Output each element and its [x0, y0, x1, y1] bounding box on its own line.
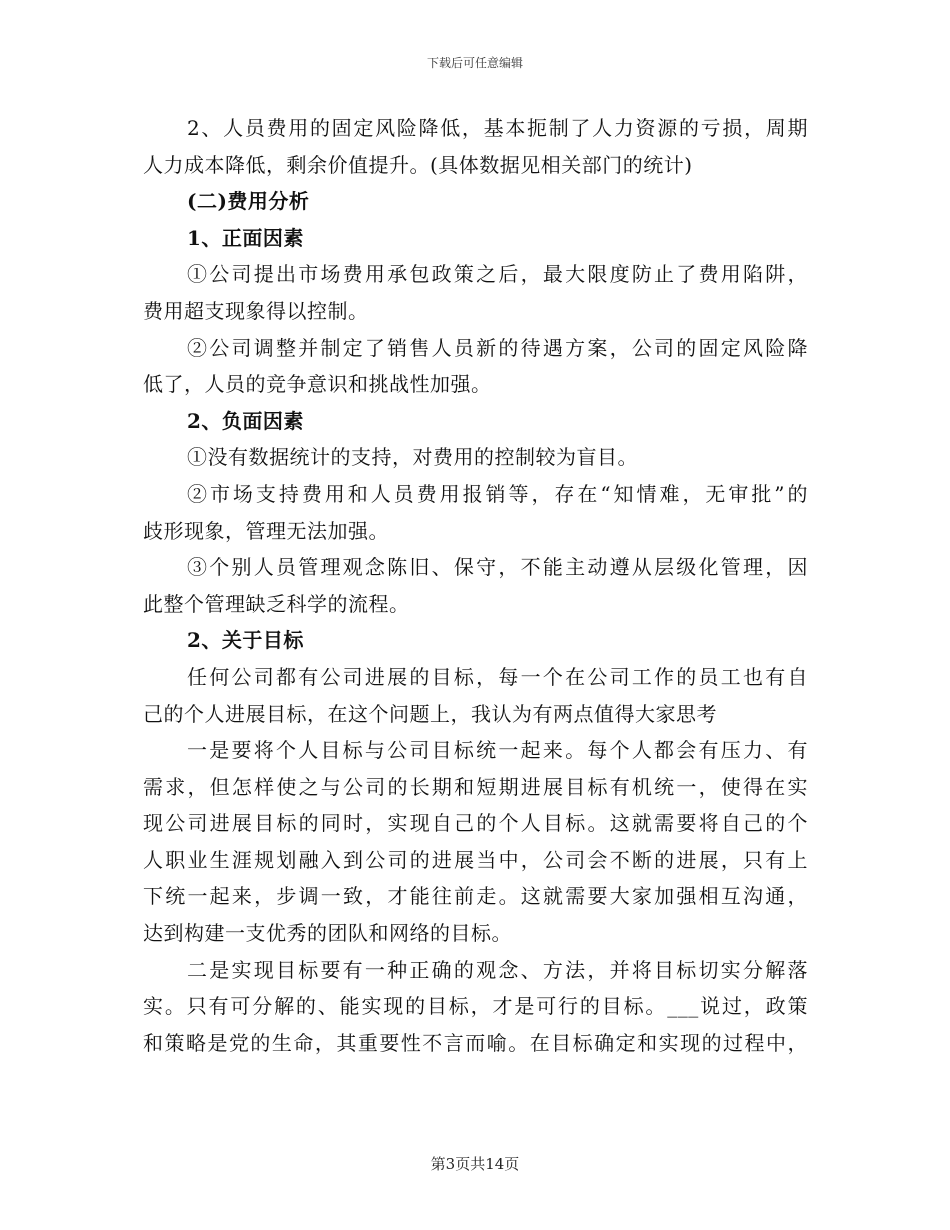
text-line: 2、人员费用的固定风险降低，基本扼制了人力资源的亏损，周期	[187, 116, 808, 140]
text-line: ①公司提出市场费用承包政策之后，最大限度防止了费用陷阱，	[187, 262, 808, 287]
page-footer: 第3页共14页	[430, 1155, 520, 1173]
text-line: 任何公司都有公司进展的目标，每一个在公司工作的员工也有自	[187, 664, 808, 689]
document-body	[143, 110, 808, 1061]
text-line: 己的个人进展目标，在这个问题上，我认为有两点值得大家思考	[143, 701, 717, 726]
text-line: 人力成本降低，剩余价值提升。(具体数据见相关部门的统计)	[143, 152, 693, 177]
text-line: ②市场支持费用和人员费用报销等，存在“知情难，无审批”的	[187, 481, 808, 506]
text-line: 费用超支现象得以控制。	[143, 298, 369, 323]
text-line: 实。只有可分解的、能实现的目标，才是可行的目标。___说过，政策	[143, 994, 808, 1019]
text-line: 一是要将个人目标与公司目标统一起来。每个人都会有压力、有	[187, 738, 808, 763]
text-line: ②公司调整并制定了销售人员新的待遇方案，公司的固定风险降	[187, 335, 808, 360]
page-header: 下载后可任意编辑	[426, 56, 523, 70]
text-line: 二是实现目标要有一种正确的观念、方法，并将目标切实分解落	[187, 957, 808, 982]
text-line: ③个别人员管理观念陈旧、保守，不能主动遵从层级化管理，因	[187, 555, 808, 580]
text-line: ①没有数据统计的支持，对费用的控制较为盲目。	[187, 445, 638, 470]
text-line: 和策略是党的生命，其重要性不言而喻。在目标确定和实现的过程中，	[143, 1030, 808, 1055]
section-heading: 2、负面因素	[187, 408, 304, 433]
section-heading: 2、关于目标	[187, 628, 304, 653]
text-line: 下统一起来，步调一致，才能往前走。这就需要大家加强相互沟通，	[143, 884, 808, 909]
text-line: 此整个管理缺乏科学的流程。	[143, 591, 410, 616]
text-line: 需求，但怎样使之与公司的长期和短期进展目标有机统一，使得在实	[143, 774, 808, 799]
text-line: 歧形现象，管理无法加强。	[143, 518, 389, 543]
section-heading: (二)费用分析	[187, 189, 310, 214]
text-line: 达到构建一支优秀的团队和网络的目标。	[143, 921, 512, 946]
text-line: 现公司进展目标的同时，实现自己的个人目标。这就需要将自己的个	[143, 811, 808, 836]
text-line: 人职业生涯规划融入到公司的进展当中，公司会不断的进展，只有上	[143, 847, 808, 872]
text-line: 低了，人员的竞争意识和挑战性加强。	[143, 372, 492, 397]
section-heading: 1、正面因素	[187, 225, 304, 250]
